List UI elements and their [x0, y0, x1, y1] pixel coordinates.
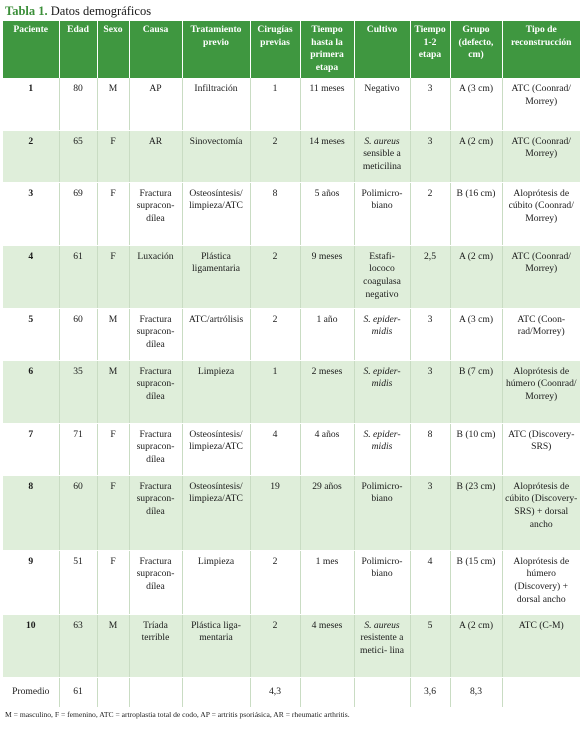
average-cell-grupo: 8,3 — [450, 677, 502, 707]
table-row — [3, 308, 580, 360]
cell-paciente: 9 — [3, 550, 59, 614]
column-header: Cultivo — [354, 21, 410, 78]
column-header: Sexo — [97, 21, 129, 78]
cell-cirugias: 2 — [250, 245, 300, 308]
cell-cultivo — [354, 360, 410, 423]
cultivo-organism: S. epider- midis — [363, 313, 401, 338]
cell-tratamiento: Infiltración — [182, 78, 250, 130]
cell-tipo: ATC (C-M) — [502, 614, 580, 677]
table-row — [3, 130, 580, 182]
column-header: Paciente — [3, 21, 59, 78]
cell-cultivo — [354, 614, 410, 677]
cell-sexo: M — [97, 78, 129, 130]
column-header: Grupo (defecto, cm) — [450, 21, 502, 78]
cell-causa: Fractura supracon- dílea — [129, 182, 182, 245]
cell-tratamiento: Osteosíntesis/ limpieza/ATC — [182, 475, 250, 550]
cell-cirugias: 2 — [250, 308, 300, 360]
column-header: Cirugías previas — [250, 21, 300, 78]
cell-grupo: B (23 cm) — [450, 475, 502, 550]
average-cell-paciente: Promedio — [3, 677, 59, 707]
average-cell-cirugias: 4,3 — [250, 677, 300, 707]
cell-tiempo: 1 mes — [300, 550, 354, 614]
cell-tipo: ATC (Discovery- SRS) — [502, 423, 580, 475]
cell-tratamiento: Osteosíntesis/ limpieza/ATC — [182, 423, 250, 475]
cell-paciente: 10 — [3, 614, 59, 677]
cell-edad: 65 — [59, 130, 97, 182]
cell-sexo: F — [97, 245, 129, 308]
cell-tiempo: 2 meses — [300, 360, 354, 423]
cultivo-text: Negativo — [364, 83, 400, 95]
cell-edad: 61 — [59, 245, 97, 308]
cell-paciente: 1 — [3, 78, 59, 130]
cell-sexo: F — [97, 475, 129, 550]
table-row — [3, 475, 580, 550]
cell-tiempo12: 3 — [410, 78, 450, 130]
table-row — [3, 360, 580, 423]
table-row — [3, 423, 580, 475]
table-row — [3, 614, 580, 677]
cell-paciente: 4 — [3, 245, 59, 308]
cell-grupo: B (7 cm) — [450, 360, 502, 423]
cell-grupo: A (2 cm) — [450, 245, 502, 308]
cell-cultivo — [354, 130, 410, 182]
cell-grupo: B (16 cm) — [450, 182, 502, 245]
cell-cultivo — [354, 78, 410, 130]
cell-tratamiento: Sinovectomía — [182, 130, 250, 182]
cultivo-text: Estafi- lococo coagulasa negativo — [363, 250, 401, 300]
cell-tipo: Aloprótesis de cúbito (Discovery- SRS) + dorsal ancho — [502, 475, 580, 550]
cell-tipo: ATC (Coonrad/ Morrey) — [502, 245, 580, 308]
cell-tiempo: 1 año — [300, 308, 354, 360]
cell-tiempo12: 3 — [410, 475, 450, 550]
cell-tiempo12: 5 — [410, 614, 450, 677]
cell-tiempo: 9 meses — [300, 245, 354, 308]
cell-edad: 51 — [59, 550, 97, 614]
cell-cirugias: 2 — [250, 614, 300, 677]
cell-tiempo12: 8 — [410, 423, 450, 475]
cell-tipo: ATC (Coonrad/ Morrey) — [502, 78, 580, 130]
cell-tratamiento: Osteosíntesis/ limpieza/ATC — [182, 182, 250, 245]
cell-cirugias: 1 — [250, 78, 300, 130]
table-row — [3, 182, 580, 245]
caption-text: Datos demográficos — [50, 4, 152, 18]
cell-cultivo — [354, 182, 410, 245]
cell-tratamiento: Plástica ligamentaria — [182, 245, 250, 308]
table-body — [3, 78, 580, 707]
column-header: Tiempo hasta la primera etapa — [300, 21, 354, 78]
cell-grupo: A (2 cm) — [450, 614, 502, 677]
cell-edad: 35 — [59, 360, 97, 423]
average-cell-tratamiento — [182, 677, 250, 707]
cell-causa: Fractura supracon- dílea — [129, 550, 182, 614]
cell-tiempo: 11 meses — [300, 78, 354, 130]
cell-cirugias: 19 — [250, 475, 300, 550]
cell-tiempo: 5 años — [300, 182, 354, 245]
cell-causa: AR — [129, 130, 182, 182]
cell-paciente: 3 — [3, 182, 59, 245]
cell-sexo: M — [97, 360, 129, 423]
cell-tipo: Aloprótesis de cúbito (Coonrad/ Morrey) — [502, 182, 580, 245]
cell-grupo: A (3 cm) — [450, 78, 502, 130]
cell-tratamiento: Plástica liga- mentaria — [182, 614, 250, 677]
cell-paciente: 6 — [3, 360, 59, 423]
cell-tipo: Aloprótesis de húmero (Coonrad/ Morrey) — [502, 360, 580, 423]
cell-tiempo12: 3 — [410, 130, 450, 182]
cell-tipo: ATC (Coon- rad/Morrey) — [502, 308, 580, 360]
cell-cirugias: 1 — [250, 360, 300, 423]
cell-tiempo: 4 meses — [300, 614, 354, 677]
cultivo-text: Polimicro- biano — [361, 480, 403, 505]
cell-causa: Fractura supracon- dílea — [129, 423, 182, 475]
average-cell-cultivo — [354, 677, 410, 707]
average-row — [3, 677, 580, 707]
column-header: Causa — [129, 21, 182, 78]
cell-sexo: M — [97, 308, 129, 360]
column-header: Tipo de reconstrucción — [502, 21, 580, 78]
cell-tratamiento: Limpieza — [182, 550, 250, 614]
cell-cultivo — [354, 475, 410, 550]
cell-cultivo — [354, 245, 410, 308]
cell-tiempo12: 3 — [410, 308, 450, 360]
cell-sexo: F — [97, 130, 129, 182]
cell-tiempo12: 3 — [410, 360, 450, 423]
average-cell-tiempo12: 3,6 — [410, 677, 450, 707]
cell-paciente: 5 — [3, 308, 59, 360]
cell-sexo: M — [97, 614, 129, 677]
cell-edad: 71 — [59, 423, 97, 475]
cell-tipo: Aloprótesis de húmero (Discovery) + dorsal ancho — [502, 550, 580, 614]
header-row — [3, 21, 580, 78]
cell-grupo: A (3 cm) — [450, 308, 502, 360]
cultivo-text: resistente a metici- lina — [360, 632, 404, 657]
cell-edad: 60 — [59, 308, 97, 360]
cell-tiempo: 4 años — [300, 423, 354, 475]
cell-cirugias: 2 — [250, 130, 300, 182]
cell-grupo: A (2 cm) — [450, 130, 502, 182]
cell-causa: Tríada terrible — [129, 614, 182, 677]
cell-grupo: B (10 cm) — [450, 423, 502, 475]
cell-edad: 80 — [59, 78, 97, 130]
cell-causa: Luxación — [129, 245, 182, 308]
caption-label: Tabla 1. — [5, 4, 48, 18]
table-row — [3, 245, 580, 308]
cell-causa: AP — [129, 78, 182, 130]
column-header: Tiempo 1-2 etapa — [410, 21, 450, 78]
cell-paciente: 7 — [3, 423, 59, 475]
cell-cultivo — [354, 550, 410, 614]
demographics-table — [3, 21, 580, 708]
average-cell-tiempo — [300, 677, 354, 707]
cell-tratamiento: ATC/artrólisis — [182, 308, 250, 360]
cell-cultivo — [354, 308, 410, 360]
table-row — [3, 78, 580, 130]
cell-cirugias: 4 — [250, 423, 300, 475]
cell-tiempo: 14 meses — [300, 130, 354, 182]
column-header: Edad — [59, 21, 97, 78]
cell-grupo: B (15 cm) — [450, 550, 502, 614]
average-cell-sexo — [97, 677, 129, 707]
average-cell-edad: 61 — [59, 677, 97, 707]
cell-tiempo12: 2 — [410, 182, 450, 245]
cultivo-text: Polimicro- biano — [361, 555, 403, 580]
column-header: Tratamiento previo — [182, 21, 250, 78]
cultivo-text: Polimicro- biano — [361, 187, 403, 212]
demographics-table-figure — [3, 0, 580, 719]
cultivo-organism: S. aureus — [364, 135, 400, 147]
cell-tiempo12: 4 — [410, 550, 450, 614]
cell-paciente: 2 — [3, 130, 59, 182]
cell-tipo: ATC (Coonrad/ Morrey) — [502, 130, 580, 182]
cell-causa: Fractura supracon- dílea — [129, 308, 182, 360]
cell-cultivo — [354, 423, 410, 475]
cultivo-organism: S. epider- midis — [363, 428, 401, 453]
cell-edad: 69 — [59, 182, 97, 245]
cultivo-organism: S. epider- midis — [363, 365, 401, 390]
table-footnote: M = masculino, F = femenino, ATC = artroplastia total de codo, AP = artritis psoriásica, AR = rheumatic arthritis. — [5, 709, 350, 719]
cell-cirugias: 2 — [250, 550, 300, 614]
cell-sexo: F — [97, 182, 129, 245]
cell-tiempo12: 2,5 — [410, 245, 450, 308]
cell-paciente: 8 — [3, 475, 59, 550]
cultivo-text: sensible a meticilina — [362, 148, 402, 173]
cell-edad: 63 — [59, 614, 97, 677]
table-caption — [3, 0, 580, 21]
cell-causa: Fractura supracon- dílea — [129, 360, 182, 423]
cell-cirugias: 8 — [250, 182, 300, 245]
cultivo-organism: S. aureus — [364, 619, 400, 631]
table-row — [3, 550, 580, 614]
cell-tiempo: 29 años — [300, 475, 354, 550]
cell-sexo: F — [97, 550, 129, 614]
average-cell-tipo — [502, 677, 580, 707]
cell-edad: 60 — [59, 475, 97, 550]
average-cell-causa — [129, 677, 182, 707]
cell-causa: Fractura supracon- dílea — [129, 475, 182, 550]
cell-tratamiento: Limpieza — [182, 360, 250, 423]
cell-sexo: F — [97, 423, 129, 475]
